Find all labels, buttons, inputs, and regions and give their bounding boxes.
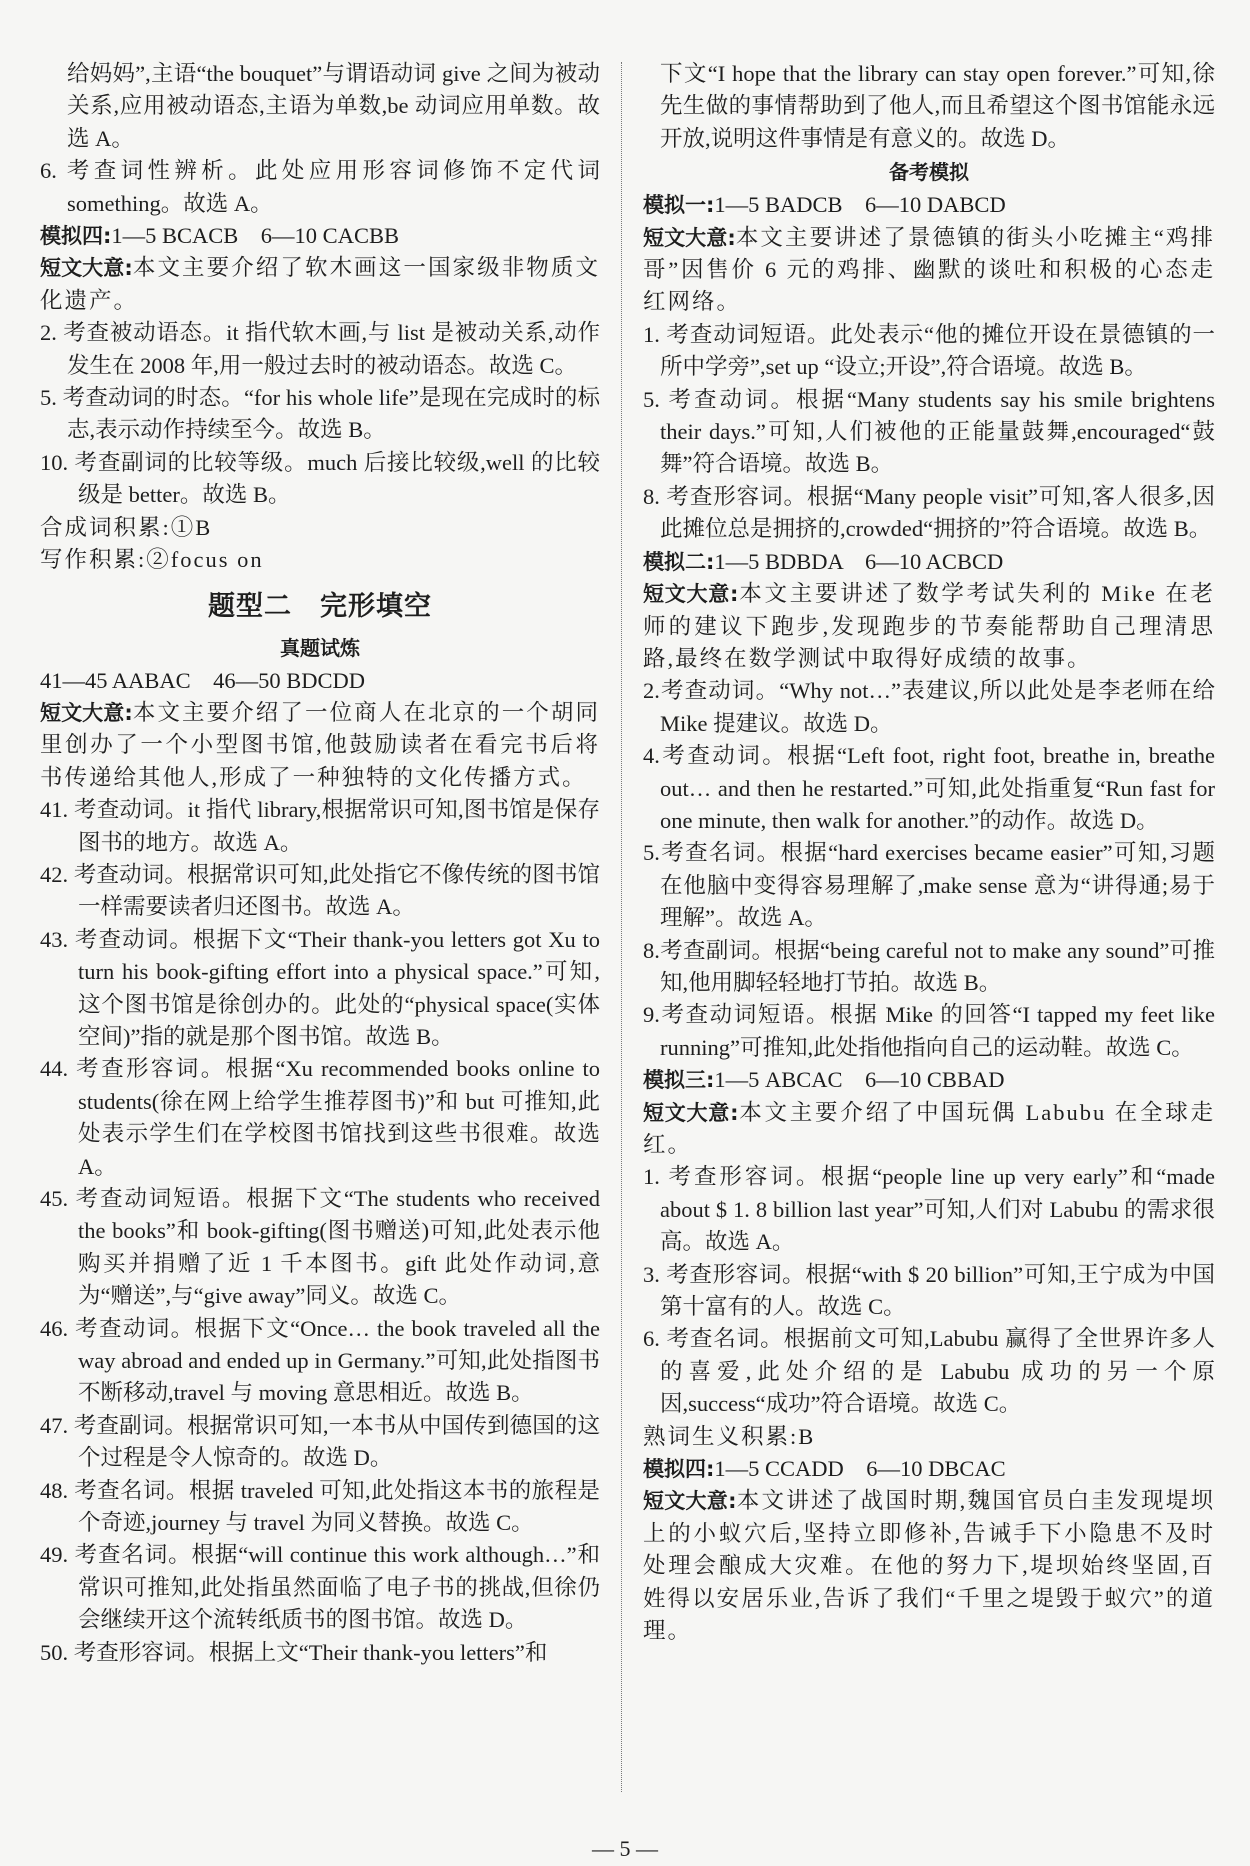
explanation-text: 考查形容词。根据“Many people visit”可知,客人很多,因此摊位总是拥挤的,crowded“拥挤的”符合语境。故选 B。: [660, 483, 1216, 542]
answer-explanation: [40, 1183, 600, 1313]
explanation-text: 考查动词短语。根据 Mike 的回答“I tapped my feet like running”可推知,此处指他指向自己的运动鞋。故选 C。: [659, 1002, 1215, 1060]
answer-explanation: [643, 675, 1215, 740]
answer-key: [643, 1064, 1215, 1096]
explanation-text: 考查形容词。根据“people line up very early”和“made about $ 1. 8 billion last year”可知,人们对 Labubu 的需求很高。故选 A。: [660, 1164, 1215, 1255]
item-number: 8.: [643, 483, 667, 509]
continued-explanation: 给妈妈”,主语“the bouquet”与谓语动词 give 之间为被动关系,应用被动语态,主语为单数,be 动词应用单数。故选 A。: [67, 61, 600, 151]
passage-summary: [40, 252, 600, 317]
passage-summary: [643, 222, 1215, 319]
item-number: 50.: [40, 1639, 74, 1665]
explanation-text: 考查动词。根据常识可知,此处指它不像传统的图书馆一样需要读者归还图书。故选 A。: [73, 861, 600, 920]
answer-explanation: [40, 1053, 600, 1183]
block-label: 模拟一:: [643, 193, 715, 218]
item-number: 8.: [643, 937, 660, 963]
item-number: 47.: [40, 1412, 74, 1438]
answer-explanation: [40, 447, 600, 512]
summary-text: 本文讲述了战国时期,魏国官员白圭发现堤坝上的小蚁穴后,坚持立即修补,告诫手下小隐患不及时处理会酿成大灾难。在他的努力下,堤坝始终坚固,百姓得以安居乐业,告诉了我们“千里之堤毁于蚁穴”的道理。: [643, 1488, 1215, 1644]
explanation-text: 考查动词的时态。“for his whole life”是现在完成时的标志,表示动作持续至今。故选 B。: [62, 385, 601, 443]
item-number: 5.: [643, 840, 660, 866]
answer-key: 41—45 AABAC 46—50 BDCDD: [40, 667, 366, 693]
item-number: 5.: [643, 386, 669, 412]
summary-text: 本文主要讲述了景德镇的街头小吃摊主“鸡排哥”因售价 6 元的鸡排、幽默的谈吐和积极的心态走红网络。: [643, 224, 1215, 315]
page-number: — 5 —: [592, 1836, 658, 1861]
summary-text: 本文主要介绍了软木画这一国家级非物质文化遗产。: [40, 255, 600, 313]
block-label: 短文大意:: [643, 1489, 737, 1514]
answer-explanation: [40, 382, 600, 447]
answer-explanation: [643, 1323, 1215, 1420]
answer-values: 1—5 BADCB 6—10 DABCD: [714, 192, 1006, 218]
explanation-text: 考查动词。根据下文“Their thank-you letters got Xu to turn his book-gifting effort into a physical space.”可知,这个图书馆是徐创办的。此处的“physical space(实体空间)”指的就是那个图书馆。故选 B。: [74, 926, 601, 1049]
item-number: 45.: [40, 1186, 76, 1211]
block-label: 模拟二:: [643, 549, 715, 574]
item-number: 5.: [40, 385, 63, 411]
block-label: 短文大意:: [643, 225, 736, 250]
subsection-heading: 备考模拟: [889, 160, 969, 185]
answer-explanation: [643, 1259, 1215, 1324]
passage-summary: [643, 578, 1215, 675]
right-column: [643, 58, 1215, 1648]
vocab-note: 合成词积累:①B: [40, 514, 213, 540]
explanation-text: 考查形容词。根据“with $ 20 billion”可知,王宁成为中国第十富有的人。故选 C。: [660, 1261, 1216, 1320]
answer-explanation: [643, 384, 1215, 481]
vocab-note: 熟词生义积累:B: [643, 1423, 816, 1449]
item-number: 48.: [40, 1477, 75, 1503]
answer-explanation: [643, 481, 1215, 546]
explanation-text: 考查副词。根据常识可知,一本书从中国传到德国的这个过程是令人惊奇的。故选 D。: [73, 1412, 600, 1471]
answer-explanation: [40, 794, 600, 859]
explanation-text: 考查动词。“Why not…”表建议,所以此处是李老师在给 Mike 提建议。故选 D。: [659, 678, 1215, 736]
item-number: 43.: [40, 926, 75, 952]
item-number: 2.: [40, 320, 64, 346]
answer-explanation: [643, 740, 1215, 837]
item-number: 46.: [40, 1315, 76, 1341]
passage-summary: [40, 697, 600, 794]
item-number: 1.: [643, 321, 667, 347]
explanation-text: 考查名词。根据 traveled 可知,此处指这本书的旅程是个奇迹,journey 与 travel 为同义替换。故选 C。: [74, 1477, 600, 1536]
block-label: 模拟四:: [643, 1457, 715, 1482]
block-label: 短文大意:: [40, 700, 133, 725]
answer-explanation: [643, 837, 1215, 934]
answer-explanation: [643, 1161, 1215, 1258]
left-column: [40, 58, 600, 1669]
answer-explanation: [40, 1539, 600, 1636]
explanation-text: 考查名词。根据“will continue this work although…”和常识可推知,此处指虽然面临了电子书的挑战,但徐仍会继续开这个流转纸质书的图书馆。故选 D。: [74, 1542, 600, 1633]
item-number: 2.: [643, 678, 660, 704]
item-number: 44.: [40, 1056, 77, 1082]
answer-explanation: [40, 859, 600, 924]
explanation-text: 考查副词的比较等级。much 后接比较级,well 的比较级是 better。故选 B。: [74, 449, 601, 508]
explanation-text: 考查动词。it 指代 library,根据常识可知,图书馆是保存图书的地方。故选 A。: [73, 797, 600, 855]
block-label: 模拟三:: [643, 1068, 715, 1093]
item-number: 1.: [643, 1164, 669, 1190]
answer-key: [643, 189, 1215, 221]
passage-summary: [643, 1097, 1215, 1162]
block-label: 短文大意:: [643, 1100, 739, 1125]
summary-text: 本文主要介绍了一位商人在北京的一个胡同里创办了一个小型图书馆,他鼓励读者在看完书后将书传递给其他人,形成了一种独特的文化传播方式。: [40, 699, 600, 790]
answer-explanation: [40, 1410, 600, 1475]
answer-values: 1—5 CCADD 6—10 DBCAC: [714, 1456, 1006, 1482]
section-heading: 题型二 完形填空: [208, 590, 432, 622]
answer-explanation: [40, 1313, 600, 1410]
item-number: 10.: [40, 449, 75, 475]
answer-explanation: [643, 999, 1215, 1064]
item-number: 41.: [40, 797, 74, 823]
column-divider: [621, 62, 622, 1792]
answer-values: 1—5 ABCAC 6—10 CBBAD: [714, 1067, 1005, 1093]
vocab-note: 写作积累:②focus on: [40, 547, 264, 573]
answer-explanation: [643, 935, 1215, 1000]
item-number: 49.: [40, 1542, 75, 1568]
item-number: 6.: [643, 1326, 667, 1352]
continued-explanation: 下文“I hope that the library can stay open forever.”可知,徐先生做的事情帮助到了他人,而且希望这个图书馆能永远开放,说明这件事情是有意义的。故选 D。: [660, 61, 1215, 151]
answer-explanation: [40, 155, 600, 220]
answer-key: [643, 1453, 1215, 1485]
answer-key: [643, 546, 1215, 578]
explanation-text: 考查动词短语。根据下文“The students who received the books”和 book-gifting(图书赠送)可知,此处表示他购买并捐赠了近 1 千本图书。gift 此处作动词,意为“赠送”,与“give away”同义。故选 C。: [75, 1186, 600, 1309]
block-label: 模拟四:: [40, 224, 112, 249]
explanation-text: 考查形容词。根据上文“Their thank-you letters”和: [73, 1639, 548, 1665]
explanation-text: 考查动词。根据“Many students say his smile brightens their days.”可知,人们被他的正能量鼓舞,encouraged“鼓舞”符合语境。故选 B。: [660, 386, 1216, 477]
passage-summary: [643, 1485, 1215, 1647]
item-number: 9.: [643, 1002, 660, 1028]
explanation-text: 考查被动语态。it 指代软木画,与 list 是被动关系,动作发生在 2008 年,用一般过去时的被动语态。故选 C。: [63, 320, 601, 378]
explanation-text: 考查词性辨析。此处应用形容词修饰不定代词 something。故选 A。: [66, 158, 600, 216]
item-number: 3.: [643, 1261, 667, 1287]
summary-text: 本文主要介绍了中国玩偶 Labubu 在全球走红。: [643, 1099, 1215, 1157]
item-number: 6.: [40, 158, 67, 184]
explanation-text: 考查形容词。根据“Xu recommended books online to students(徐在网上给学生推荐图书)”和 but 可推知,此处表示学生们在学校图书馆找到这些书很难。故选 A。: [76, 1056, 600, 1179]
answer-explanation: [40, 317, 600, 382]
answer-explanation: [40, 1475, 600, 1540]
item-number: 4.: [643, 743, 660, 769]
answer-explanation: [643, 319, 1215, 384]
explanation-text: 考查动词。根据“Left foot, right foot, breathe in, breathe out… and then he restarted.”可知,此处指重复“Run fast for one minute, then walk for another.”的动作。故选 D。: [659, 743, 1215, 833]
block-label: 短文大意:: [40, 256, 133, 281]
subsection-heading: 真题试炼: [280, 635, 360, 660]
item-number: 42.: [40, 861, 74, 887]
answer-values: 1—5 BDBDA 6—10 ACBCD: [714, 548, 1004, 574]
explanation-text: 考查动词。根据下文“Once… the book traveled all the way abroad and ended up in Germany.”可知,此处指图书不断移动,travel 与 moving 意思相近。故选 B。: [75, 1315, 600, 1406]
answer-key: [40, 220, 600, 252]
explanation-text: 考查动词短语。此处表示“他的摊位开设在景德镇的一所中学旁”,set up “设立;开设”,符合语境。故选 B。: [660, 321, 1215, 380]
answer-explanation: [40, 1637, 600, 1669]
block-label: 短文大意:: [643, 582, 739, 607]
explanation-text: 考查名词。根据“hard exercises became easier”可知,习题在他脑中变得容易理解了,make sense 意为“讲得通;易于理解”。故选 A。: [659, 840, 1215, 931]
explanation-text: 考查名词。根据前文可知,Labubu 赢得了全世界许多人的喜爱,此处介绍的是 Labubu 成功的另一个原因,success“成功”符合语境。故选 C。: [660, 1326, 1216, 1417]
answer-explanation: [40, 924, 600, 1054]
summary-text: 本文主要讲述了数学考试失利的 Mike 在老师的建议下跑步,发现跑步的节奏能帮助自己理清思路,最终在数学测试中取得好成绩的故事。: [643, 581, 1215, 671]
answer-values: 1—5 BCACB 6—10 CACBB: [111, 223, 399, 249]
explanation-text: 考查副词。根据“being careful not to make any sound”可推知,他用脚轻轻地打节拍。故选 B。: [659, 937, 1215, 995]
